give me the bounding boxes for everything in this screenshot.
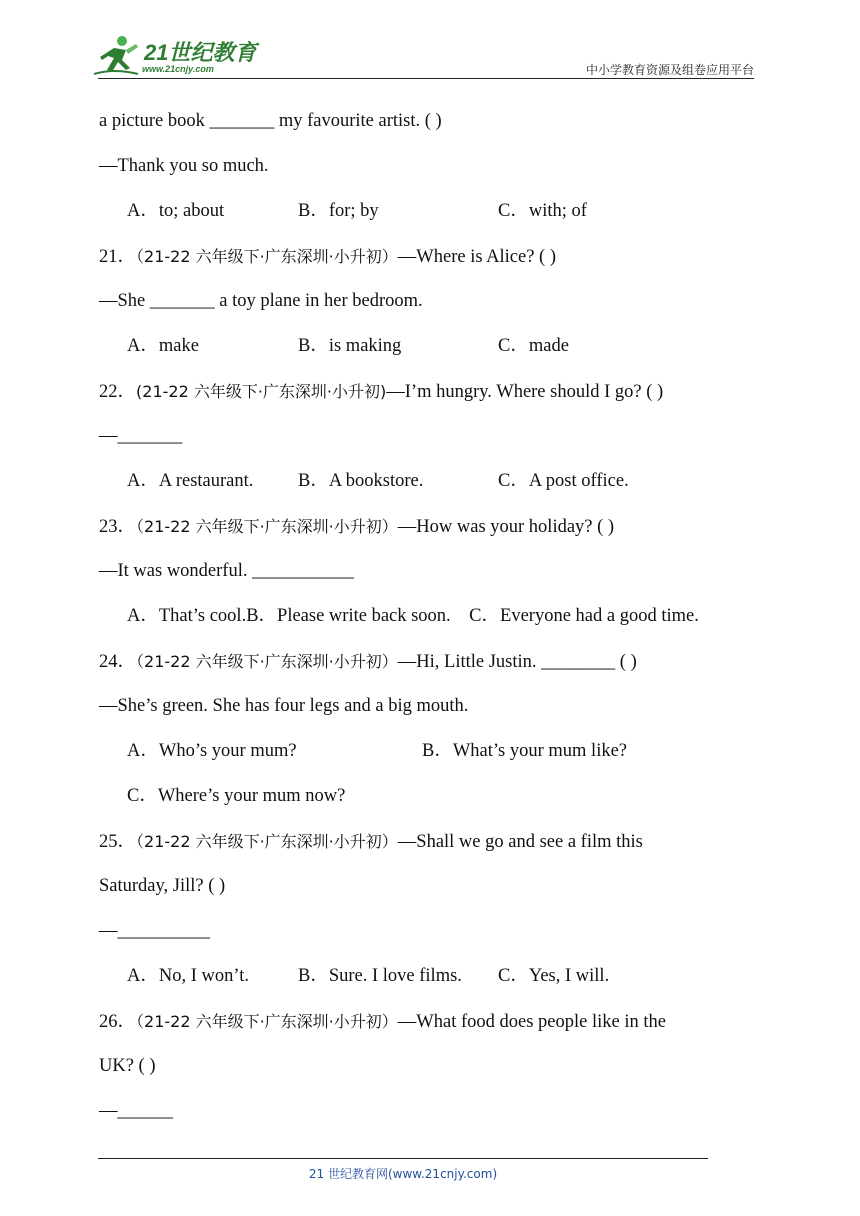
logo-url: www.21cnjy.com (142, 64, 214, 74)
logo-text: 21世纪教育 (144, 40, 257, 65)
options-row: A．That’s cool.B．Please write back soon. C．Everyone had a good time. (127, 606, 699, 626)
site-logo (92, 34, 262, 78)
option-c: C．Yes, I will. (498, 966, 610, 986)
question-line: a picture book _______ my favourite artist. ( ) (99, 111, 442, 131)
answer-line: —It was wonderful. ___________ (99, 561, 354, 581)
footer-divider (98, 1158, 708, 1159)
options-row (99, 324, 779, 369)
option-a: A．to; about (127, 201, 225, 221)
question-21: 21．（21-22 六年级下·广东深圳·小升初）—Where is Alice? ( ) (99, 247, 556, 267)
question-26: 26．（21-22 六年级下·广东深圳·小升初）—What food does people like in the (99, 1012, 666, 1032)
answer-line: —______ (99, 1101, 173, 1121)
option-c: C．Where’s your mum now? (127, 786, 346, 806)
option-c: C．made (498, 336, 569, 356)
page-header (0, 0, 860, 90)
option-c: C．A post office. (498, 471, 629, 491)
option-a: A．Who’s your mum? (127, 741, 297, 761)
option-b: B．What’s your mum like? (422, 741, 628, 761)
header-divider (98, 78, 754, 79)
page-footer: 21 世纪教育网(www.21cnjy.com) (308, 1167, 498, 1181)
question-22: 22．(21-22 六年级下·广东深圳·小升初)—I’m hungry. Where should I go? ( ) (99, 382, 664, 402)
options-row (99, 729, 779, 774)
answer-line: —_______ (99, 426, 183, 446)
answer-line: —Thank you so much. (99, 156, 269, 176)
options-row (99, 459, 779, 504)
question-continuation: Saturday, Jill? ( ) (99, 876, 226, 896)
option-b: B．is making (298, 336, 402, 356)
answer-line: —She _______ a toy plane in her bedroom. (99, 291, 423, 311)
options-row (99, 189, 779, 234)
option-a: A．make (127, 336, 199, 356)
header-tagline: 中小学教育资源及组卷应用平台 (585, 63, 754, 77)
runner-logo-icon (92, 34, 142, 78)
options-row (99, 954, 779, 999)
answer-line: —She’s green. She has four legs and a big mouth. (99, 696, 469, 716)
question-25: 25．（21-22 六年级下·广东深圳·小升初）—Shall we go and see a film this (99, 832, 643, 852)
option-b: B．for; by (298, 201, 379, 221)
question-24: 24．（21-22 六年级下·广东深圳·小升初）—Hi, Little Justin. ________ ( ) (99, 652, 637, 672)
option-c: C．with; of (498, 201, 587, 221)
question-23: 23．（21-22 六年级下·广东深圳·小升初）—How was your holiday? ( ) (99, 517, 615, 537)
option-b: B．Sure. I love films. (298, 966, 462, 986)
option-b: B．A bookstore. (298, 471, 424, 491)
question-continuation: UK? ( ) (99, 1056, 156, 1076)
option-a: A．No, I won’t. (127, 966, 249, 986)
options-row (99, 774, 779, 819)
option-a: A．A restaurant. (127, 471, 254, 491)
answer-line: —__________ (99, 921, 210, 941)
